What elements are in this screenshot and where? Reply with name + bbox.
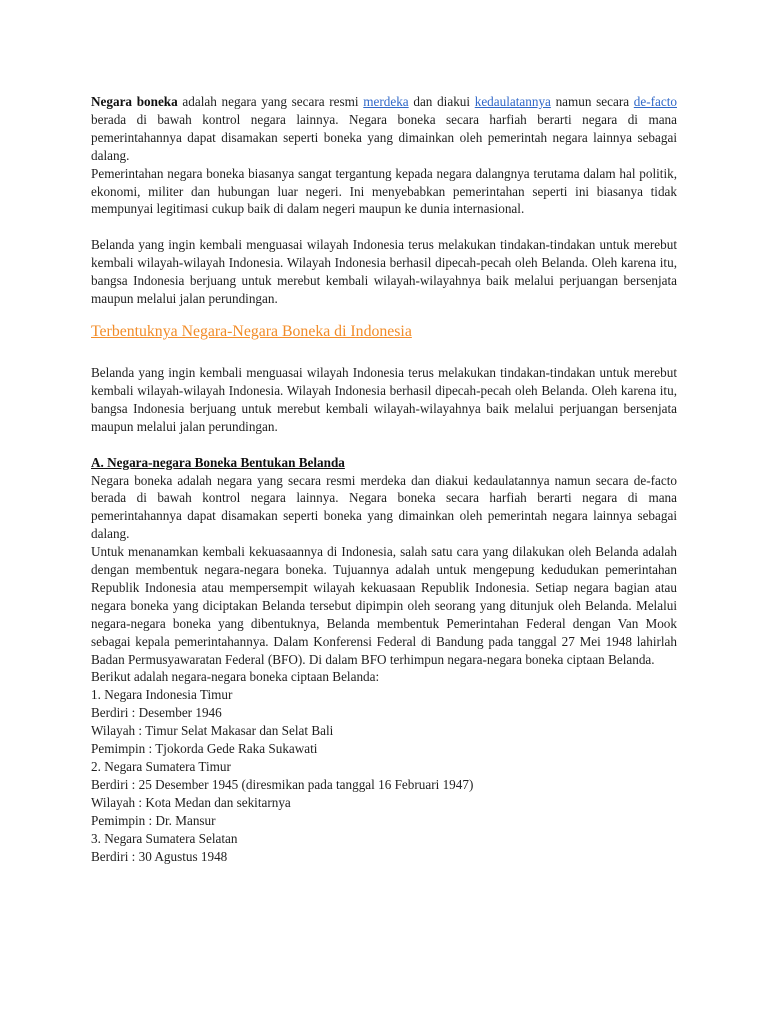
- paragraph-definisi: Negara boneka adalah negara yang secara resmi merdeka dan diakui kedaulatannya namun secara de-facto berada di bawah kontrol negara lainnya. Negara boneka secara harfiah berarti negara di mana pemerintahannya dapat disamakan seperti boneka yang dimainkan oleh pemerintah negara lainnya sebagai dalang.: [91, 472, 677, 542]
- intro-text-2: dan diakui: [408, 94, 475, 109]
- list-item: 3. Negara Sumatera Selatan: [91, 830, 238, 846]
- section-heading: Terbentuknya Negara-Negara Boneka di Indonesia: [91, 322, 412, 340]
- list-item: Berdiri : 25 Desember 1945 (diresmikan pada tanggal 16 Februari 1947): [91, 776, 474, 792]
- link-kedaulatannya[interactable]: kedaulatannya: [474, 94, 551, 109]
- term-bold: Negara boneka: [91, 94, 178, 109]
- document-page: [91, 93, 677, 865]
- intro-text-4: berada di bawah kontrol negara lainnya. Negara boneka secara harfiah berarti negara di mana pemerintahannya dapat disamakan seperti boneka yang dimainkan oleh pemerintah negara lainnya sebagai dalang.: [91, 111, 677, 163]
- list-item: 2. Negara Sumatera Timur: [91, 759, 231, 774]
- list-item: Wilayah : Kota Medan dan sekitarnya: [91, 794, 291, 810]
- list-item: Berdiri : Desember 1946: [91, 705, 222, 721]
- spacer: [91, 218, 677, 236]
- list-item: Berdiri : 30 Agustus 1948: [91, 848, 228, 864]
- list-item: 1. Negara Indonesia Timur: [91, 687, 233, 703]
- link-merdeka[interactable]: merdeka: [363, 94, 409, 109]
- intro-text-3: namun secara: [550, 94, 634, 109]
- paragraph-pemerintahan: Pemerintahan negara boneka biasanya sangat tergantung kepada negara dalangnya terutama dalam hal politik, ekonomi, militer dan hubungan luar negeri. Ini menyebabkan pemerintahan seperti ini biasanya tidak mempunyai legitimasi cukup baik di dalam negeri maupun ke dunia internasional.: [91, 165, 677, 217]
- list-item: Pemimpin : Tjokorda Gede Raka Sukawati: [91, 741, 318, 757]
- paragraph-belanda: Belanda yang ingin kembali menguasai wilayah Indonesia terus melakukan tindakan-tindakan untuk merebut kembali wilayah-wilayah Indonesia. Wilayah Indonesia berhasil dipecah-pecah oleh Belanda. Oleh karena itu, bangsa Indonesia berjuang untuk merebut kembali wilayah-wilayahnya baik melalui perjuangan bersenjata maupun melalui jalan perundingan.: [91, 237, 677, 307]
- intro-text-1: adalah negara yang secara resmi: [177, 94, 364, 109]
- spacer: [91, 436, 677, 454]
- list-item: Wilayah : Timur Selat Makasar dan Selat Bali: [91, 723, 334, 739]
- intro-paragraph: [91, 93, 677, 165]
- subsection-heading: A. Negara-negara Boneka Bentukan Belanda: [91, 454, 345, 470]
- paragraph-tujuan: Untuk menanamkan kembali kekuasaannya di Indonesia, salah satu cara yang dilakukan oleh Belanda adalah dengan membentuk negara-negara boneka. Tujuannya adalah untuk mengepung kedudukan pemerintahan Republik Indonesia atau mempersempit wilayah kekuasaan Republik Indonesia. Setiap negara bagian atau negara boneka yang diciptakan Belanda tersebut dipimpin oleh seorang yang ditunjuk oleh Belanda. Melalui negara-negara boneka yang dibentuknya, Belanda membentuk Pemerintahan Federal dengan Van Mook sebagai kepala pemerintahannya. Dalam Konferensi Federal di Bandung pada tanggal 27 Mei 1948 lahirlah Badan Permusyawaratan Federal (BFO). Di dalam BFO terhimpun negara-negara boneka ciptaan Belanda.: [91, 544, 677, 667]
- list-item: Pemimpin : Dr. Mansur: [91, 812, 216, 828]
- list-item: Berikut adalah negara-negara boneka ciptaan Belanda:: [91, 669, 380, 685]
- list-boneka: [91, 668, 677, 865]
- paragraph-belanda-2: Belanda yang ingin kembali menguasai wilayah Indonesia terus melakukan tindakan-tindakan untuk merebut kembali wilayah-wilayah Indonesia. Wilayah Indonesia berhasil dipecah-pecah oleh Belanda. Oleh karena itu, bangsa Indonesia berjuang untuk merebut kembali wilayah-wilayahnya baik melalui perjuangan bersenjata maupun melalui jalan perundingan.: [91, 364, 677, 434]
- link-de-facto[interactable]: de-facto: [633, 94, 677, 109]
